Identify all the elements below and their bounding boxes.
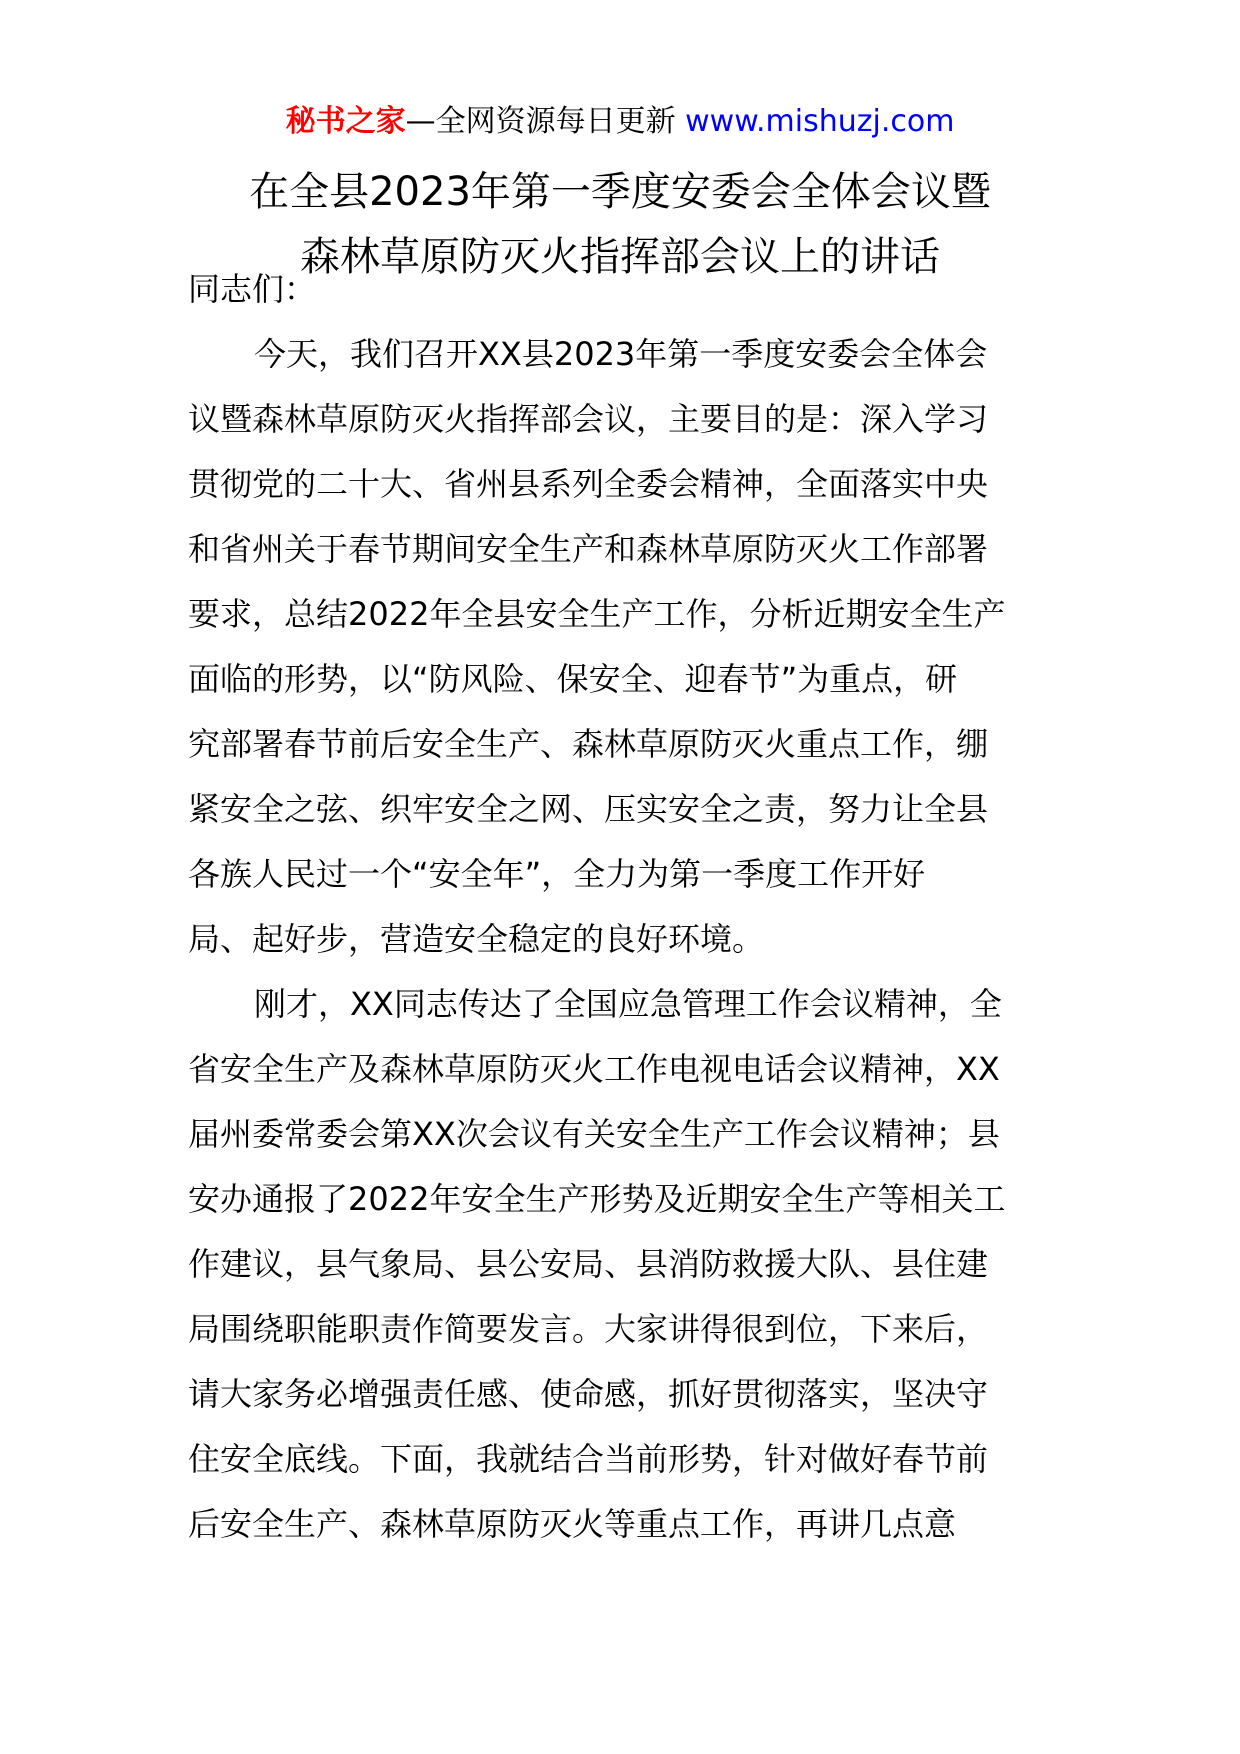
paragraph-line: 刚才，XX同志传达了全国应急管理工作会议精神，全 [254, 985, 1002, 1023]
paragraph-line: 和省州关于春节期间安全生产和森林草原防灭火工作部署 [188, 530, 989, 568]
paragraph-line: 各族人民过一个“安全年”，全力为第一季度工作开好 [188, 855, 926, 893]
paragraph-line: 议暨森林草原防灭火指挥部会议，主要目的是：深入学习 [188, 400, 989, 438]
paragraph-line: 紧安全之弦、织牢安全之网、压实安全之责，努力让全县 [188, 790, 989, 828]
paragraph-line: 省安全生产及森林草原防灭火工作电视电话会议精神，XX [188, 1050, 1000, 1088]
site-slogan: —全网资源每日更新 [405, 104, 676, 139]
paragraph-line: 局、起好步，营造安全稳定的良好环境。 [188, 920, 765, 958]
paragraph-line: 请大家务必增强责任感、使命感，抓好贯彻落实，坚决守 [188, 1375, 989, 1413]
site-url-link[interactable]: www.mishuzj.com [685, 104, 955, 139]
paragraph-line: 要求，总结2022年全县安全生产工作，分析近期安全生产 [188, 595, 1006, 633]
paragraph-line: 贯彻党的二十大、省州县系列全委会精神，全面落实中央 [188, 465, 989, 503]
doc-title-line-1: 在全县2023年第一季度安委会全体会议暨 [249, 169, 991, 215]
paragraph-line: 住安全底线。下面，我就结合当前形势，针对做好春节前 [188, 1440, 989, 1478]
paragraph-line: 作建议，县气象局、县公安局、县消防救援大队、县住建 [188, 1245, 989, 1283]
speech-body [188, 257, 1060, 1557]
paragraph-line: 届州委常委会第XX次会议有关安全生产工作会议精神；县 [188, 1115, 1000, 1153]
site-brand: 秘书之家 [285, 104, 406, 139]
paragraph-line: 后安全生产、森林草原防灭火等重点工作，再讲几点意 [188, 1505, 957, 1543]
paragraph-line: 局围绕职能职责作简要发言。大家讲得很到位，下来后， [188, 1310, 989, 1348]
paragraph-line: 面临的形势，以“防风险、保安全、迎春节”为重点，研 [188, 660, 958, 698]
paragraph-line: 究部署春节前后安全生产、森林草原防灭火重点工作，绷 [188, 725, 989, 763]
salutation: 同志们： [188, 270, 317, 308]
paragraph-line: 安办通报了2022年安全生产形势及近期安全生产等相关工 [188, 1180, 1006, 1218]
site-header [0, 100, 1240, 144]
paragraph-line: 今天，我们召开XX县2023年第一季度安委会全体会 [254, 335, 988, 373]
doc-title-line-2: 森林草原防灭火指挥部会议上的讲话 [300, 234, 940, 280]
